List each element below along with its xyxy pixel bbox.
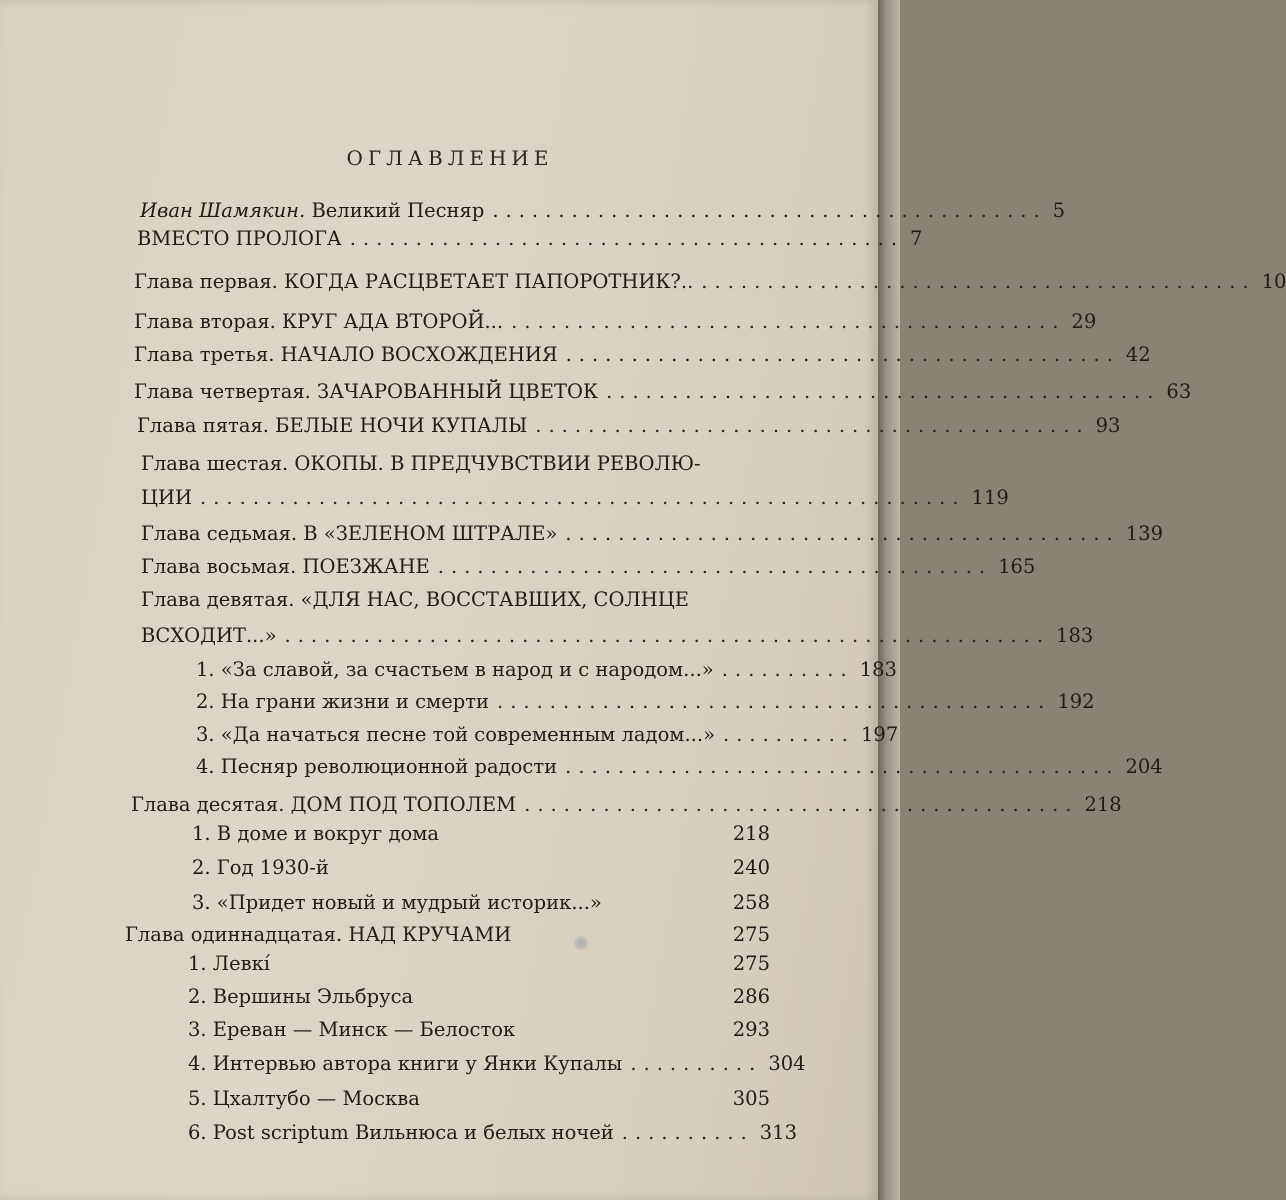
- toc-entry-page: 304: [768, 1052, 806, 1075]
- toc-entry-title: Глава четвертая. ЗАЧАРОВАННЫЙ ЦВЕТОК: [134, 380, 599, 403]
- toc-entry-title: 4. Интервью автора книги у Янки Купалы: [188, 1052, 623, 1075]
- toc-entry-page: 313: [759, 1121, 797, 1144]
- toc-entry-page: 93: [1095, 414, 1121, 437]
- toc-entry-page: 119: [971, 486, 1009, 509]
- toc-entry-title: 3. «Придет новый и мудрый историк...»: [192, 891, 602, 914]
- toc-entry-page: 192: [1057, 690, 1095, 713]
- toc-entry: [188, 1051, 806, 1077]
- toc-entry: [141, 554, 1036, 580]
- leader-dots: ..........................................: [524, 793, 1079, 816]
- leader-dots: ..........................................................: [200, 486, 966, 509]
- leader-dots: ..........................................: [565, 522, 1120, 545]
- toc-entry: [125, 922, 770, 948]
- leader-dots: ..........................................: [606, 380, 1161, 403]
- toc-entry: [192, 821, 770, 847]
- toc-entry: [141, 623, 1094, 649]
- toc-entry: [140, 198, 1066, 224]
- toc-entry-page: 63: [1166, 380, 1192, 403]
- toc-entry: [192, 855, 770, 881]
- toc-entry: [134, 342, 1151, 368]
- toc-entry-page: 240: [732, 856, 770, 879]
- toc-entry-title: Глава третья. НАЧАЛО ВОСХОЖДЕНИЯ: [134, 343, 558, 366]
- toc-entry-title: 1. В доме и вокруг дома: [192, 822, 439, 845]
- toc-entry-title: 2. Вершины Эльбруса: [188, 985, 414, 1008]
- toc-entry: [188, 1086, 770, 1112]
- leader-dots: ..........: [621, 1121, 754, 1144]
- toc-entry: [141, 451, 770, 477]
- toc-entry: [141, 521, 1163, 547]
- toc-entry-page: 5: [1052, 199, 1066, 222]
- toc-entry-page: 275: [732, 923, 770, 946]
- toc-entry-page: 197: [861, 723, 899, 746]
- toc-entry: [134, 309, 1097, 335]
- toc-entry-title: 1. Левкí: [188, 952, 271, 975]
- toc-entry-title: Великий Песняр: [311, 199, 485, 222]
- page-title: ОГЛАВЛЕНИЕ: [346, 146, 554, 170]
- leader-dots: ..........: [721, 658, 854, 681]
- toc-entry: [188, 1120, 797, 1146]
- toc-entry: [188, 951, 770, 977]
- toc-entry-title: ВМЕСТО ПРОЛОГА: [137, 227, 342, 250]
- toc-entry: [192, 890, 770, 916]
- toc-entry-label: [140, 198, 484, 224]
- toc-entry-title: 2. На грани жизни и смерти: [196, 690, 490, 713]
- toc-entry-page: 218: [732, 822, 770, 845]
- toc-entry: [196, 657, 897, 683]
- toc-entry-page: 10: [1261, 270, 1286, 293]
- leader-dots: ..........................................: [565, 755, 1120, 778]
- toc-entry-page: 7: [910, 227, 923, 250]
- toc-entry-title: Глава одиннадцатая. НАД КРУЧАМИ: [125, 923, 512, 946]
- toc-entry-title: Глава десятая. ДОМ ПОД ТОПОЛЕМ: [131, 793, 517, 816]
- toc-entry-page: 139: [1125, 522, 1163, 545]
- toc-entry-title: Глава восьмая. ПОЕЗЖАНЕ: [141, 555, 430, 578]
- toc-entry-page: 275: [732, 952, 770, 975]
- leader-dots: ..........................................: [492, 199, 1047, 222]
- toc-entry-page: 218: [1084, 793, 1122, 816]
- toc-entry-title: Глава девятая. «ДЛЯ НАС, ВОССТАВШИХ, СОЛНЦЕ: [141, 588, 689, 611]
- leader-dots: ..........: [723, 723, 855, 746]
- toc-entry-page: 165: [998, 555, 1036, 578]
- toc-entry-title: 3. «Да начаться песне той современным ладом...»: [196, 723, 715, 746]
- leader-dots: ..........................................: [349, 227, 905, 250]
- toc-entry-title: 6. Post scriptum Вильнюса и белых ночей: [188, 1121, 614, 1144]
- toc-entry-page: 29: [1071, 310, 1097, 333]
- toc-entry: [188, 1017, 770, 1043]
- toc-entry-title: 2. Год 1930-й: [192, 856, 329, 879]
- toc-entry-page: 204: [1125, 755, 1163, 778]
- toc-entry-title: 3. Ереван — Минск — Белосток: [188, 1018, 516, 1041]
- toc-entry: [134, 269, 1286, 295]
- leader-dots: ..........................................: [497, 690, 1052, 713]
- toc-entry-title: ВСХОДИТ...»: [141, 624, 277, 647]
- toc-entry: [196, 754, 1163, 780]
- leader-dots: ..........................................: [701, 270, 1256, 293]
- toc-entry-page: 293: [732, 1018, 770, 1041]
- leader-dots: ..........................................: [437, 555, 993, 578]
- toc-entry-page: 258: [732, 891, 770, 914]
- leader-dots: ..........................................: [535, 414, 1090, 437]
- toc-entry: [137, 413, 1121, 439]
- toc-entry-title: 5. Цхалтубо — Москва: [188, 1087, 420, 1110]
- toc-entry: [141, 485, 1009, 511]
- leader-dots: ..........................................: [565, 343, 1120, 366]
- toc-entry-title: Глава седьмая. В «ЗЕЛЕНОМ ШТРАЛЕ»: [141, 522, 558, 545]
- toc-entry: [131, 792, 1122, 818]
- toc-entry: [196, 722, 899, 748]
- toc-entry-page: 42: [1125, 343, 1151, 366]
- ink-smudge: [574, 936, 588, 950]
- toc-entry-author: Иван Шамякин.: [140, 199, 306, 222]
- toc-entry: [188, 984, 770, 1010]
- leader-dots: ..........: [630, 1052, 763, 1075]
- toc-entry-page: 183: [859, 658, 897, 681]
- toc-entry-title: Глава пятая. БЕЛЫЕ НОЧИ КУПАЛЫ: [137, 414, 528, 437]
- toc-entry-title: 1. «За славой, за счастьем в народ и с народом...»: [196, 658, 714, 681]
- toc-entry: [134, 379, 1192, 405]
- toc-entry-title: Глава шестая. ОКОПЫ. В ПРЕДЧУВСТВИИ РЕВОЛЮ-: [141, 452, 701, 475]
- toc-entry-title: Глава первая. КОГДА РАСЦВЕТАЕТ ПАПОРОТНИК?..: [134, 270, 694, 293]
- toc-entry-page: 183: [1056, 624, 1094, 647]
- toc-entry-title: Глава вторая. КРУГ АДА ВТОРОЙ...: [134, 310, 504, 333]
- toc-entry: [137, 226, 923, 252]
- leader-dots: ..........................................: [511, 310, 1066, 333]
- toc-entry: [196, 689, 1095, 715]
- toc-entry: [141, 587, 770, 613]
- toc-entry-page: 305: [732, 1087, 770, 1110]
- leader-dots: ..........................................................: [284, 624, 1051, 647]
- toc-entry-title: 4. Песняр революционной радости: [196, 755, 558, 778]
- toc-entry-page: 286: [732, 985, 770, 1008]
- toc-entry-title: ЦИИ: [141, 486, 193, 509]
